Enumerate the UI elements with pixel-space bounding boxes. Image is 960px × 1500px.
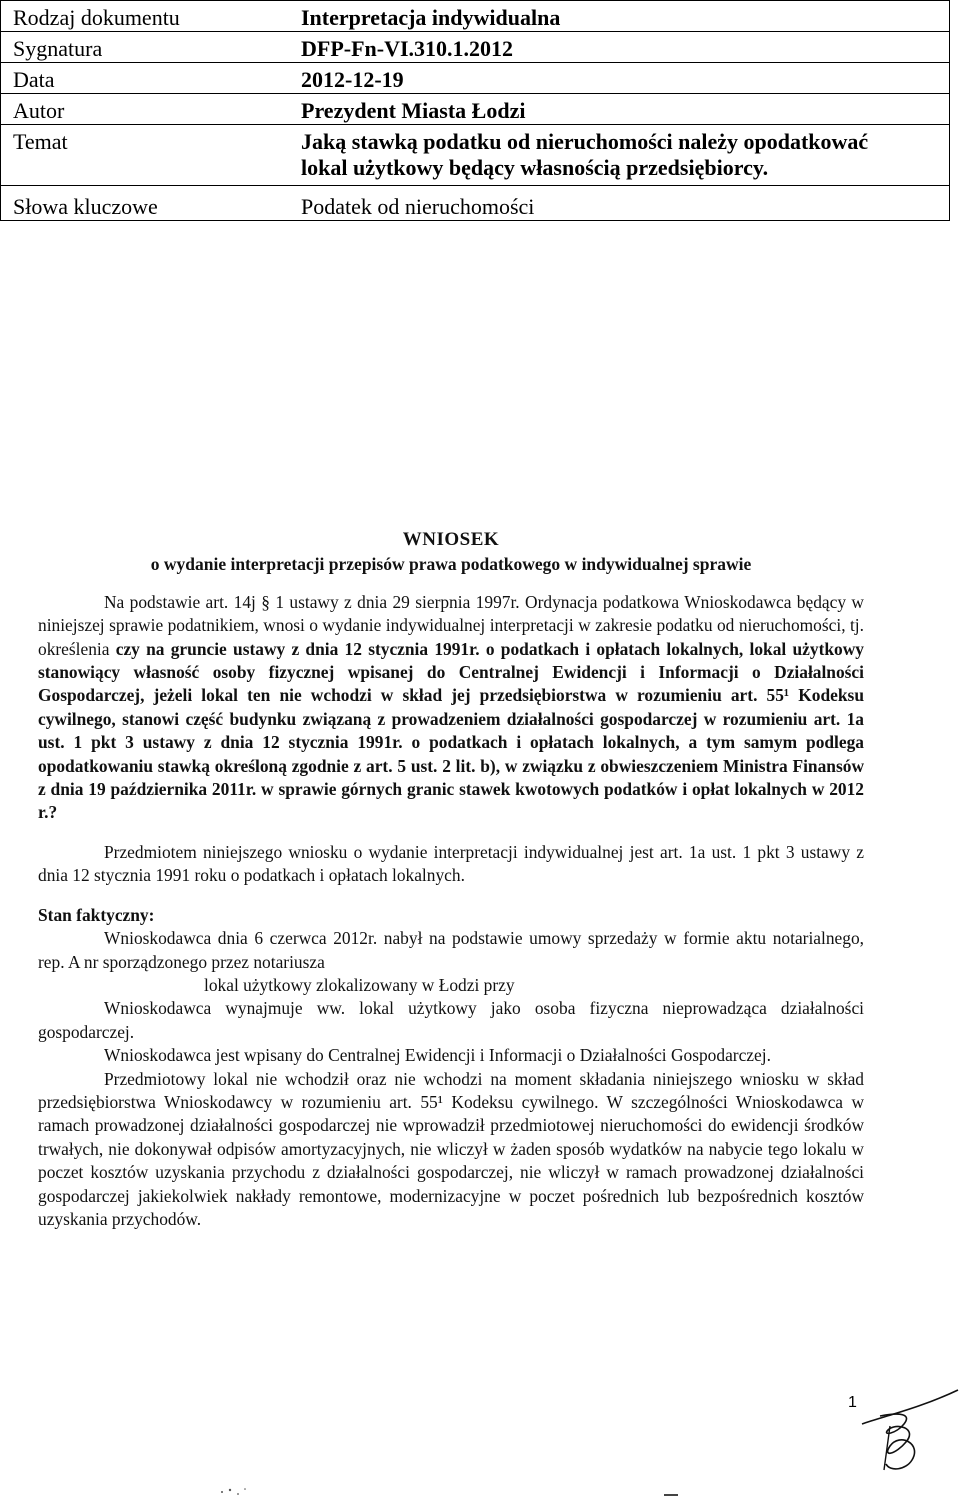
document-subtitle: o wydanie interpretacji przepisów prawa podatkowego w indywidualnej sprawie — [150, 554, 752, 575]
meta-key: Sygnatura — [13, 36, 103, 61]
document-title: WNIOSEK — [402, 529, 500, 550]
meta-key: Temat — [13, 129, 68, 154]
meta-value: DFP-Fn-VI.310.1.2012 — [301, 36, 514, 61]
meta-key: Słowa kluczowe — [13, 194, 158, 219]
meta-row-author — [1, 94, 950, 125]
intro-paragraph — [38, 591, 864, 825]
meta-row-topic — [1, 125, 950, 186]
handwritten-signature — [860, 1386, 960, 1476]
document-metadata-table — [0, 0, 950, 221]
subject-paragraph: Przedmiotem niniejszego wniosku o wydanie interpretacji indywidualnej jest art. 1a ust. 1 pkt 3 ustawy z dnia 12 stycznia 1991 roku o podatkach i opłatach lokalnych. — [38, 841, 864, 886]
meta-row-signature — [1, 32, 950, 63]
facts-paragraph: Przedmiotowy lokal nie wchodził oraz nie wchodzi na moment składania niniejszego wniosku w skład przedsiębiorstwa Wnioskodawcy w rozumieniu art. 55¹ Kodeksu cywilnego. W szczególności Wnioskodawca w ramach prowadzonej działalności gospodarczej nie wprowadził przedmiotowej nieruchomości do ewidencji środków trwałych, nie dokonywał odpisów amortyzacyjnych, nie wliczył w żaden sposób wydatków na nabycie tego lokalu w poczet kosztów uzyskania przychodu z działalności gospodarczej, nie wliczył w ramach prowadzonej działalności gospodarczej jakiekolwiek nakłady remontowe, modernizacyjne w poczet pośrednich lub bezpośrednich kosztów uzyskania przychodów. — [38, 1068, 864, 1229]
meta-key: Autor — [13, 98, 65, 123]
facts-paragraph: Wnioskodawca jest wpisany do Centralnej Ewidencji i Informacji o Działalności Gospodarczej. — [104, 1045, 771, 1066]
question-text: czy na gruncie ustawy z dnia 12 stycznia 1991r. o podatkach i opłatach lokalnych, lokal użytkowy stanowiący własność osoby fizycznej wpisanej do Centralnej Ewidencji i Informacji o Działalności Gospodarczej, jeżeli lokal ten nie wchodzi w skład jej przedsiębiorstwa w rozumieniu art. 55¹ Kodeksu cywilnego, stanowi część budynku związaną z prowadzeniem działalności gospodarczej w rozumieniu art. 1a ust. 1 pkt 3 ustawy z dnia 12 stycznia 1991r. o podatkach i opłatach lokalnych, a tym samym podlega opodatkowaniu stawką określoną zgodnie z art. 5 ust. 2 lit. b), w związku z obwieszczeniem Ministra Finansów z dnia 19 października 2011r. w sprawie górnych granic stawek kwotowych podatków i opłat lokalnych w 2012 r.? — [38, 638, 864, 823]
meta-value: Prezydent Miasta Łodzi — [301, 98, 526, 123]
meta-row-date — [1, 63, 950, 94]
facts-address-line: lokal użytkowy zlokalizowany w Łodzi przy — [204, 974, 515, 995]
meta-value: Podatek od nieruchomości — [301, 194, 535, 219]
meta-value: Jaką stawką podatku od nieruchomości należy opodatkować lokal użytkowy będący własnością przedsiębiorcy. — [301, 129, 869, 180]
meta-value: 2012-12-19 — [301, 67, 404, 92]
page-number: 1 — [848, 1394, 857, 1411]
facts-heading: Stan faktyczny: — [38, 904, 155, 925]
facts-paragraph: Wnioskodawca dnia 6 czerwca 2012r. nabył na podstawie umowy sprzedaży w formie aktu notarialnego, rep. A nr sporządzonego przez notariusza — [38, 928, 864, 972]
facts-paragraph: Wnioskodawca wynajmuje ww. lokal użytkowy jako osoba fizyczna nieprowadząca działalności gospodarczej. — [38, 998, 864, 1042]
meta-row-keywords — [1, 186, 950, 221]
meta-value: Interpretacja indywidualna — [301, 5, 561, 30]
meta-key: Data — [13, 67, 55, 92]
meta-key: Rodzaj dokumentu — [13, 5, 180, 30]
scanned-request-document — [38, 528, 864, 1231]
scan-artifacts — [0, 1470, 960, 1500]
meta-row-document-type — [1, 1, 950, 32]
intro-text: Na podstawie art. 14j § 1 ustawy z dnia 29 sierpnia 1997r. Ordynacja podatkowa Wnioskodawca będący w niniejszej sprawie podatnikiem, wnosi o wydanie indywidualnej interpretacji w zakresie podatku od nieruchomości, tj. określenia — [38, 591, 864, 659]
